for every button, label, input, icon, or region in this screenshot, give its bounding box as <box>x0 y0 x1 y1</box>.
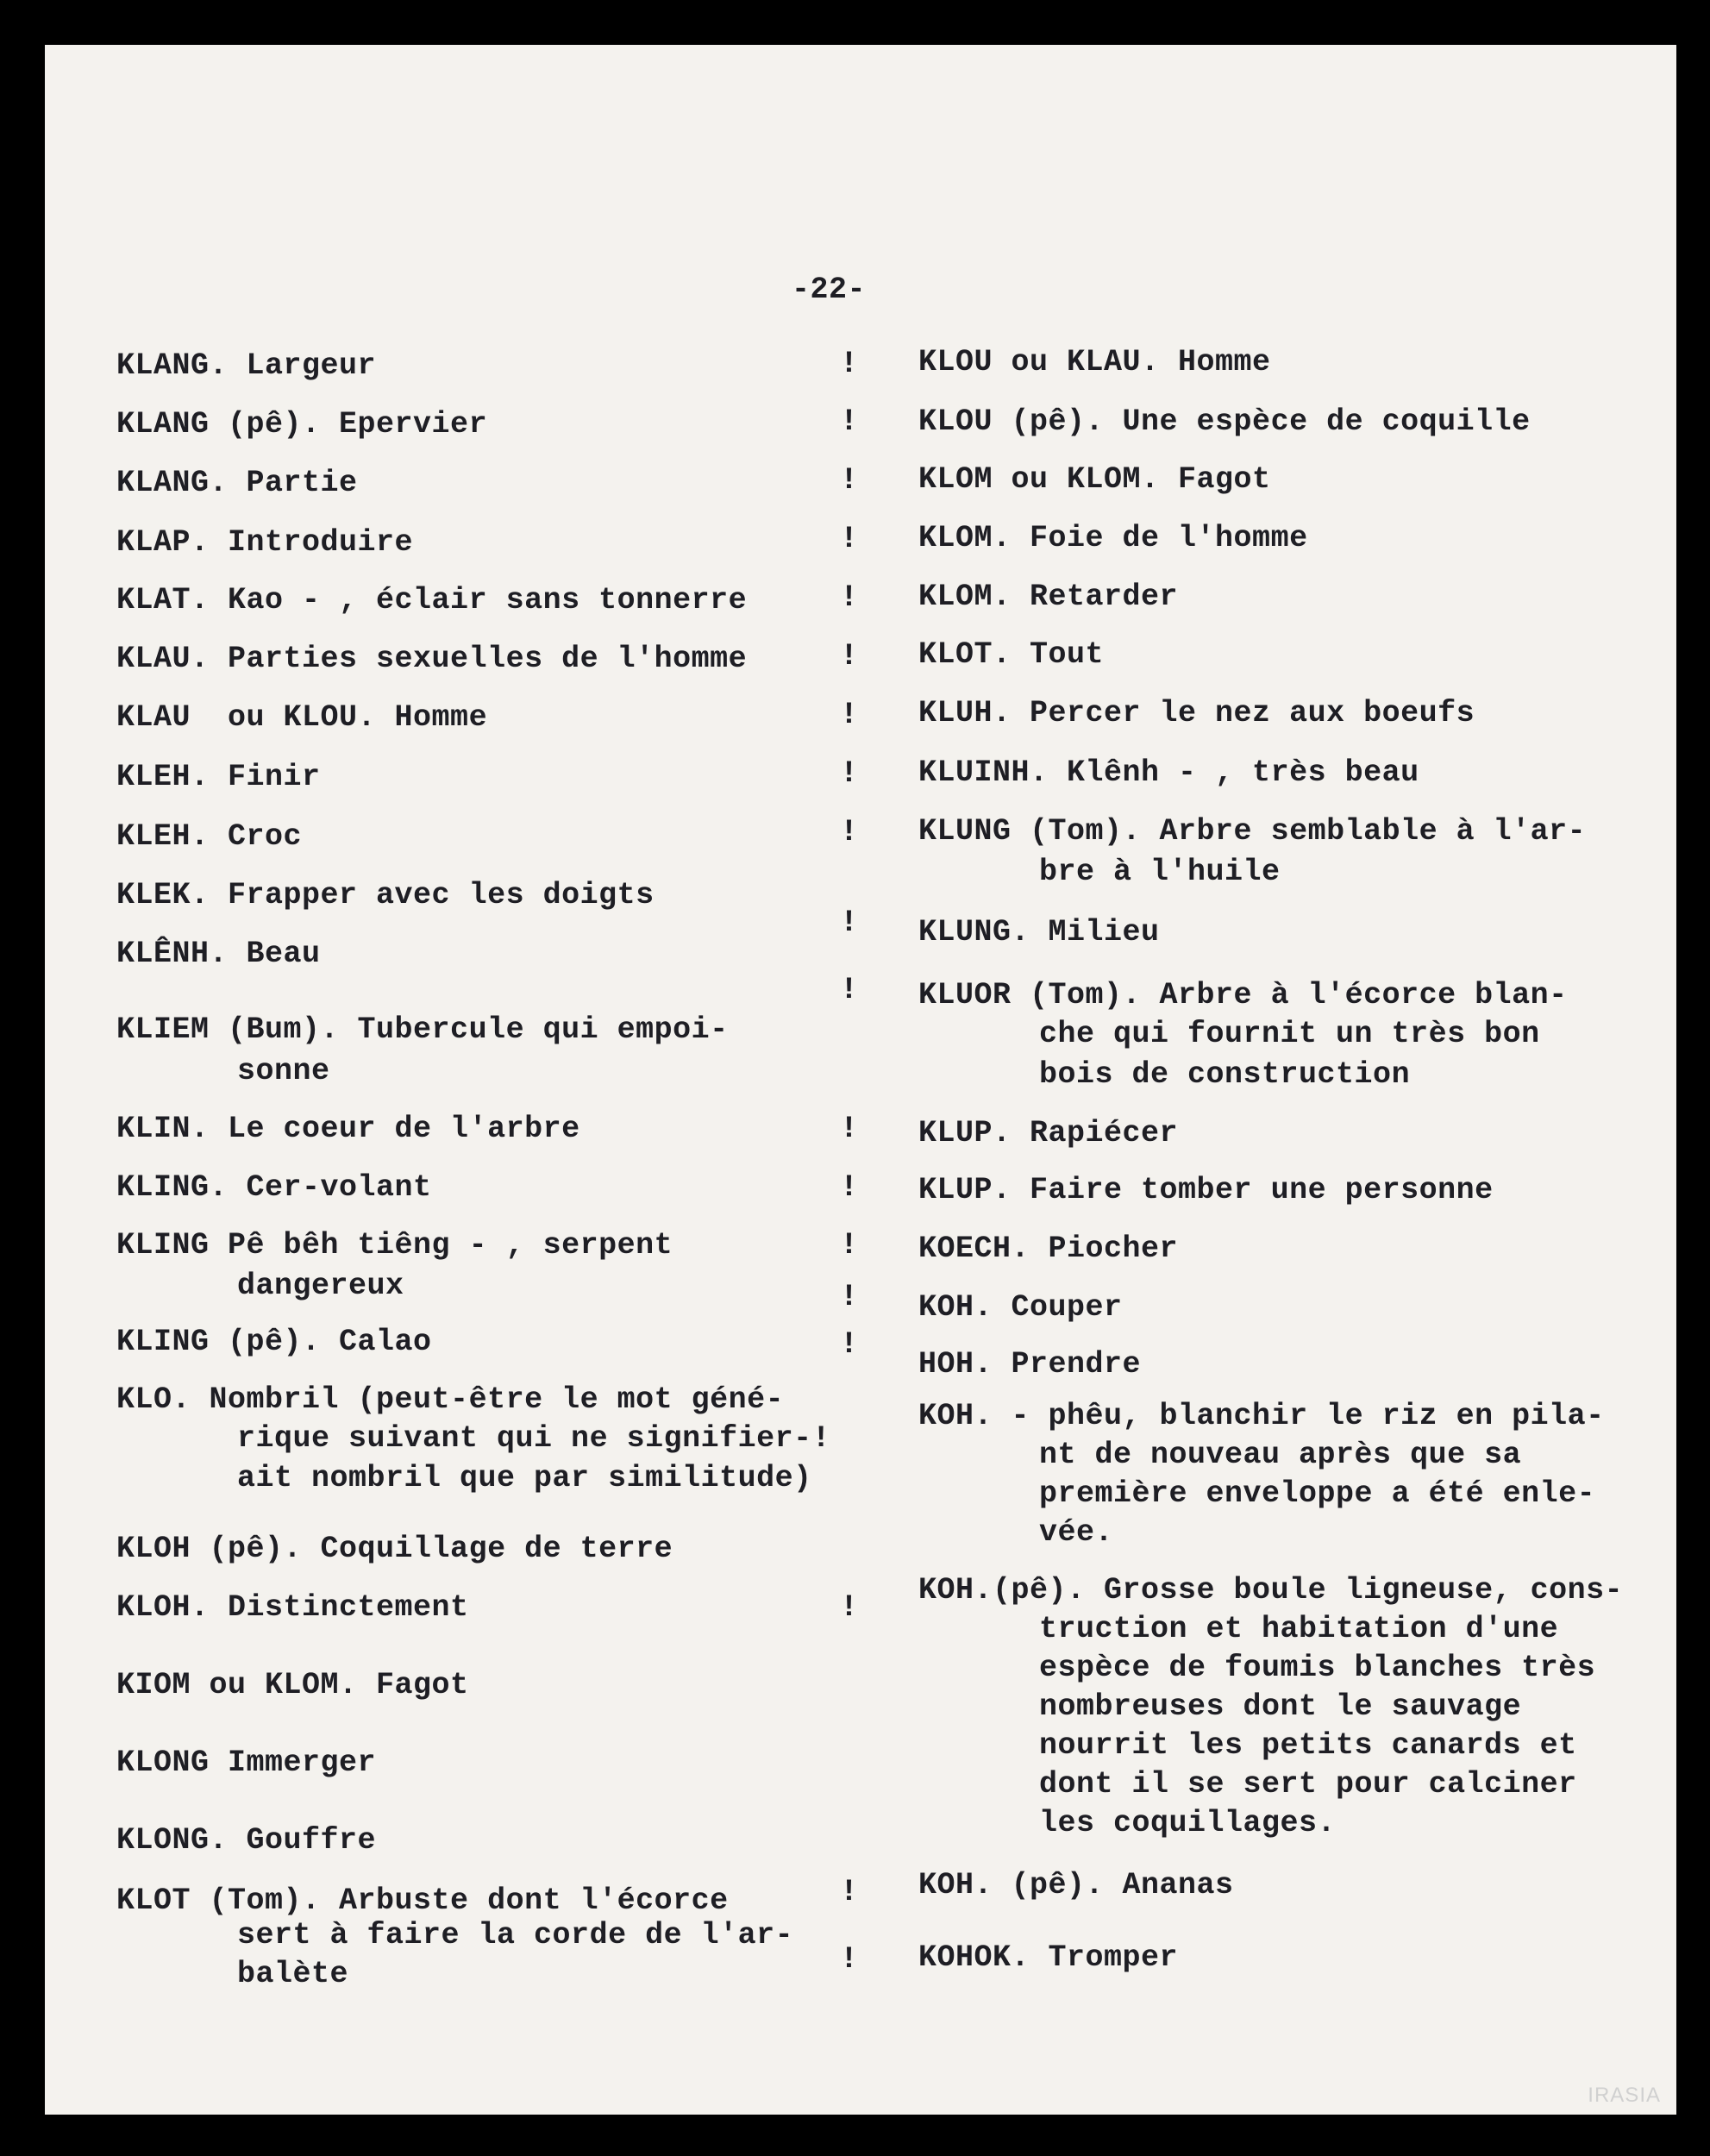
left-entry-line: balète <box>237 1957 349 1991</box>
column-separator-mark: ! <box>840 815 859 849</box>
column-separator-mark: ! <box>840 698 859 732</box>
right-entry-line: che qui fournit un très bon <box>1039 1017 1540 1051</box>
right-entry-line: KOHOK. Tromper <box>918 1940 1179 1975</box>
left-entry-line: KLING (pê). Calao <box>116 1325 432 1359</box>
column-separator-mark: ! <box>840 404 859 439</box>
right-entry-line: truction et habitation d'une <box>1039 1612 1559 1646</box>
column-separator-mark: ! <box>840 973 859 1007</box>
left-entry-line: KLAT. Kao - , éclair sans tonnerre <box>116 583 748 617</box>
column-separator-mark: ! <box>840 580 859 615</box>
left-entry-line: KLAU ou KLOU. Homme <box>116 700 488 735</box>
right-entry-line: KLUNG (Tom). Arbre semblable à l'ar- <box>918 814 1587 849</box>
column-separator-mark: ! <box>840 906 859 940</box>
left-entry-line: KLAU. Parties sexuelles de l'homme <box>116 642 748 676</box>
right-entry-line: KOECH. Piocher <box>918 1232 1179 1266</box>
right-entry-line: KLOM ou KLOM. Fagot <box>918 462 1271 497</box>
column-separator-mark: ! <box>840 1112 859 1146</box>
right-entry-line: les coquillages. <box>1039 1806 1337 1840</box>
right-entry-line: nombreuses dont le sauvage <box>1039 1689 1522 1724</box>
right-entry-line: KOH. - phêu, blanchir le riz en pila- <box>918 1399 1605 1433</box>
column-separator-mark: ! <box>840 756 859 791</box>
left-entry-line: KIOM ou KLOM. Fagot <box>116 1668 469 1702</box>
column-separator-mark: ! <box>840 1228 859 1263</box>
column-separator-mark: ! <box>840 1280 859 1314</box>
right-entry-line: KLOM. Foie de l'homme <box>918 521 1308 555</box>
right-entry-line: KLUH. Percer le nez aux boeufs <box>918 696 1475 730</box>
left-entry-line: KLANG. Largeur <box>116 348 377 383</box>
left-entry-line: ait nombril que par similitude) <box>237 1461 812 1495</box>
column-separator-mark: ! <box>840 639 859 674</box>
left-entry-line: KLO. Nombril (peut-être le mot géné- <box>116 1382 785 1417</box>
left-entry-line: KLEH. Croc <box>116 819 303 854</box>
right-entry-line: KLUP. Rapiécer <box>918 1116 1179 1150</box>
left-entry-line: KLONG. Gouffre <box>116 1823 377 1858</box>
right-entry-line: KOH. (pê). Ananas <box>918 1868 1234 1902</box>
right-entry-line: HOH. Prendre <box>918 1347 1142 1382</box>
left-entry-line: KLONG Immerger <box>116 1745 377 1780</box>
page-number: -22- <box>792 273 867 307</box>
left-entry-line: KLOH (pê). Coquillage de terre <box>116 1532 673 1566</box>
column-separator-mark: ! <box>840 1942 859 1977</box>
right-entry-line: bois de construction <box>1039 1057 1411 1092</box>
left-entry-line: KLEK. Frapper avec les doigts <box>116 878 655 912</box>
right-entry-line: KLUP. Faire tomber une personne <box>918 1173 1494 1207</box>
column-separator-mark: ! <box>840 463 859 498</box>
left-entry-line: KLOH. Distinctement <box>116 1590 469 1625</box>
left-entry-line: KLIEM (Bum). Tubercule qui empoi- <box>116 1012 729 1047</box>
right-entry-line: espèce de foumis blanches très <box>1039 1651 1596 1685</box>
left-entry-line: KLING. Cer-volant <box>116 1170 432 1205</box>
left-entry-line: KLÊNH. Beau <box>116 937 321 971</box>
right-entry-line: KLUINH. Klênh - , très beau <box>918 755 1419 790</box>
left-entry-line: KLING Pê bêh tiêng - , serpent <box>116 1228 673 1263</box>
column-separator-mark: ! <box>840 347 859 381</box>
right-entry-line: KLOU ou KLAU. Homme <box>918 345 1271 379</box>
column-separator-mark: ! <box>840 1170 859 1205</box>
right-entry-line: KLOT. Tout <box>918 637 1105 672</box>
document-page <box>45 45 1676 2115</box>
column-separator-mark: ! <box>840 1875 859 1909</box>
right-entry-line: KLOM. Retarder <box>918 580 1179 614</box>
left-entry-line: dangereux <box>237 1269 404 1303</box>
left-entry-line: KLEH. Finir <box>116 760 321 794</box>
left-entry-line: rique suivant qui ne signifier-! <box>237 1421 831 1456</box>
left-entry-line: sert à faire la corde de l'ar- <box>237 1918 794 1952</box>
left-entry-line: KLAP. Introduire <box>116 525 414 560</box>
right-entry-line: bre à l'huile <box>1039 855 1281 889</box>
right-entry-line: KOH. Couper <box>918 1290 1123 1325</box>
left-entry-line: KLIN. Le coeur de l'arbre <box>116 1112 580 1146</box>
left-entry-line: KLOT (Tom). Arbuste dont l'écorce <box>116 1883 729 1918</box>
right-entry-line: KLOU (pê). Une espèce de coquille <box>918 404 1531 439</box>
left-entry-line: KLANG (pê). Epervier <box>116 407 488 442</box>
right-entry-line: KLUOR (Tom). Arbre à l'écorce blan- <box>918 978 1568 1012</box>
right-entry-line: vée. <box>1039 1515 1114 1550</box>
right-entry-line: KLUNG. Milieu <box>918 915 1160 950</box>
column-separator-mark: ! <box>840 522 859 556</box>
left-entry-line: KLANG. Partie <box>116 466 358 500</box>
watermark: IRASIA <box>1588 2084 1661 2107</box>
right-entry-line: KOH.(pê). Grosse boule ligneuse, cons- <box>918 1573 1624 1608</box>
column-separator-mark: ! <box>840 1327 859 1362</box>
right-entry-line: nt de nouveau après que sa <box>1039 1438 1522 1472</box>
right-entry-line: dont il se sert pour calciner <box>1039 1767 1577 1802</box>
right-entry-line: première enveloppe a été enle- <box>1039 1476 1596 1511</box>
column-separator-mark: ! <box>840 1590 859 1625</box>
right-entry-line: nourrit les petits canards et <box>1039 1728 1577 1763</box>
left-entry-line: sonne <box>237 1054 330 1088</box>
